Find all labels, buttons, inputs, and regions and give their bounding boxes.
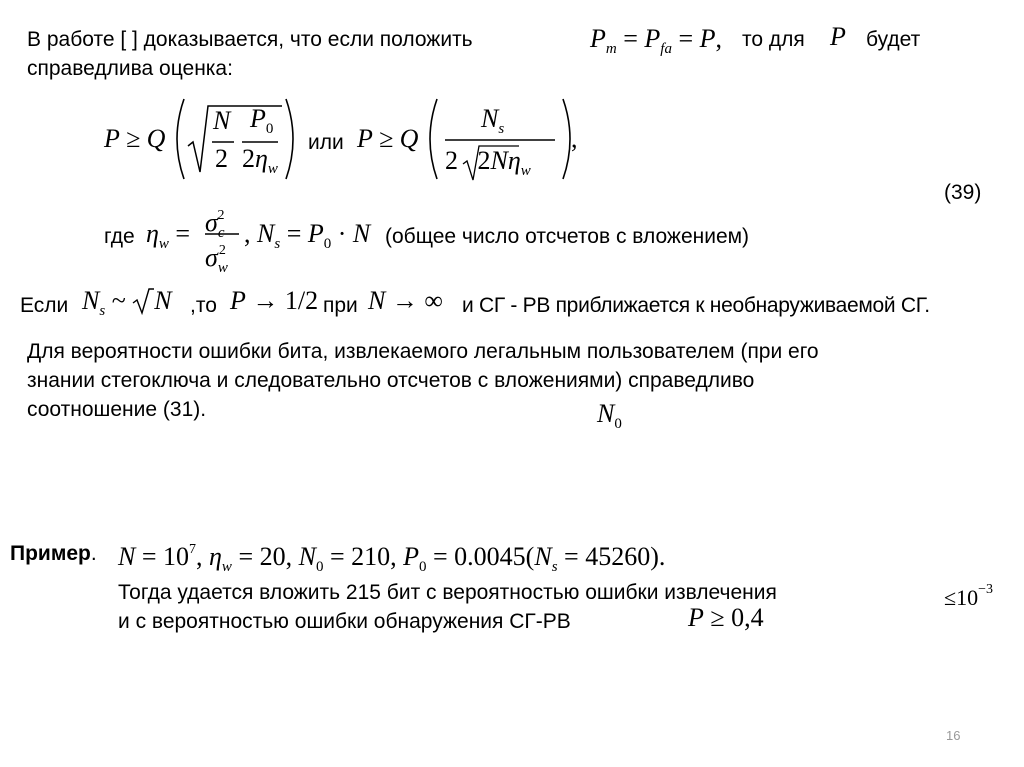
example-label: Пример. <box>10 542 97 565</box>
formula-ineq-2: P ≥ Q <box>357 124 419 153</box>
page-number: 16 <box>946 728 961 743</box>
intro-var: P <box>830 22 846 51</box>
intro-end: будет <box>866 28 921 51</box>
or-word: или <box>308 131 344 154</box>
example-bound-1: $\le 10^{-3}$ <box>944 582 993 610</box>
eta-frac: $\sigma_c^2$ $\sigma_w^2$ <box>203 196 243 272</box>
example-line-1: Тогда удается вложить 215 бит с вероятностью ошибки извлечения <box>118 581 777 604</box>
equation-number: (39) <box>944 181 982 204</box>
paragraph-line-3: соотношение (31). <box>27 398 207 421</box>
intro-formula: $P_m = P_{fa} = P$, <box>590 24 723 57</box>
formula-ineq-1: P ≥ Q <box>104 124 166 153</box>
frac-n: N <box>213 106 231 135</box>
example-bound-2: P ≥ 0,4 <box>688 603 764 632</box>
intro-text-2: справедлива оценка: <box>27 57 233 80</box>
n-inf: N → ∞ <box>368 286 443 315</box>
limit: P → 1/2 <box>230 286 319 315</box>
formula-brackets-1 <box>170 94 300 184</box>
frac-p0: $P_0$ <box>250 104 274 137</box>
frac-2eta: $2\eta_w$ <box>242 144 278 177</box>
ns-approx: $N_s$ ~ N <box>82 286 172 319</box>
paragraph-line-2: знании стегоключа и следовательно отсчетов с вложениями) справедливо <box>27 369 755 392</box>
where-word: где <box>104 225 135 248</box>
example-line-2: и с вероятностью ошибки обнаружения СГ-РВ <box>118 610 571 633</box>
frac-2: 2 <box>215 144 228 173</box>
frac-den: 2 $2N\eta_w$ <box>445 146 531 179</box>
example-values: $N = 10^7$, $\eta_w = 20$, $N_0 = 210$, $P_0 = 0.0045(N_s = 45260)$. <box>118 542 666 575</box>
if-rest: и СГ - РВ приближается к необнаруживаемой СГ. <box>462 294 930 317</box>
n0-symbol: $N_0$ <box>597 399 622 432</box>
eta-def: $\eta_w$ = <box>146 219 191 252</box>
where-note: (общее число отсчетов с вложением) <box>385 225 750 248</box>
intro-text-1: В работе [ ] доказывается, что если положить <box>27 28 473 51</box>
if-to: ,то <box>190 294 217 317</box>
if-at: при <box>323 294 358 317</box>
ns-def: , $N_s = P_0 \cdot N$ <box>244 219 371 252</box>
if-prefix: Если <box>20 294 69 317</box>
sqrt-icon <box>132 287 154 315</box>
intro-then: то для <box>742 28 805 51</box>
frac-ns: $N_s$ <box>481 104 505 137</box>
frac-comma: , <box>571 124 578 153</box>
paragraph-line-1: Для вероятности ошибки бита, извлекаемого легальным пользователем (при его <box>27 340 819 363</box>
